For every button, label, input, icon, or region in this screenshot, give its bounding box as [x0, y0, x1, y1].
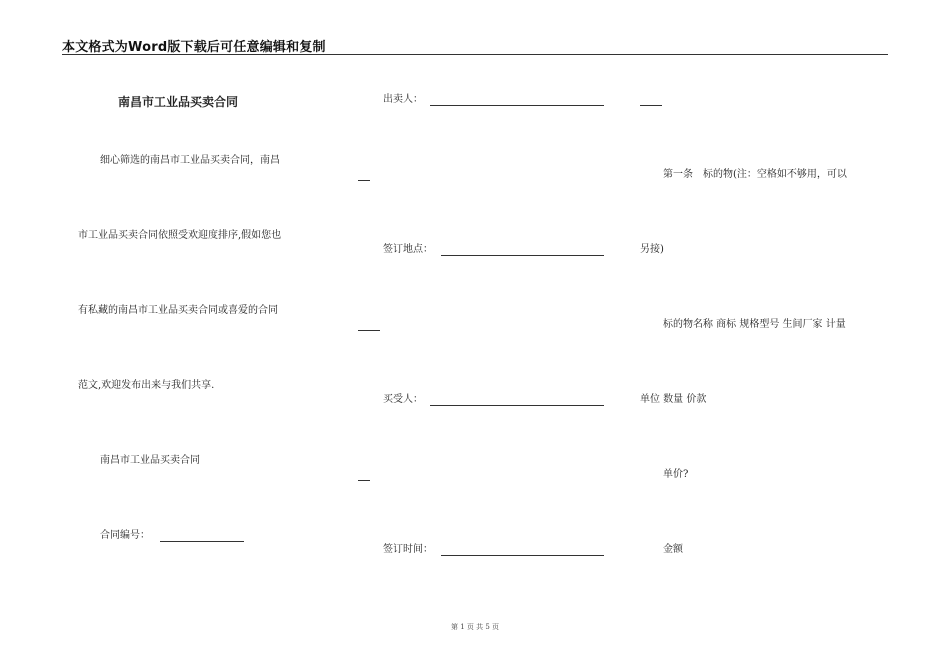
document-header-title: 本文格式为Word版下载后可任意编辑和复制 [62, 40, 326, 55]
table-header-line-2: 单位 数量 价款 [640, 394, 707, 405]
seller-blank [430, 105, 604, 106]
sign-place-blank [441, 255, 604, 256]
seller-label: 出卖人： [383, 94, 423, 105]
buyer-blank-continuation [358, 480, 370, 481]
header-divider [62, 54, 888, 55]
intro-line-4: 范文,欢迎发布出来与我们共享. [78, 380, 215, 391]
amount-label: 金额 [663, 544, 683, 555]
seller-blank-continuation [358, 180, 370, 181]
intro-line-3: 有私藏的南昌市工业品买卖合同或喜爱的合同 [78, 305, 278, 316]
buyer-blank [430, 405, 604, 406]
table-header-line-1: 标的物名称 商标 规格型号 生间厂家 计量 [663, 319, 846, 330]
page-footer: 第 1 页 共 5 页 [450, 623, 500, 631]
contract-subtitle: 南昌市工业品买卖合同 [100, 455, 200, 466]
contract-number-blank [160, 541, 244, 542]
contract-title: 南昌市工业品买卖合同 [118, 95, 239, 109]
sign-time-label: 签订时间： [383, 544, 433, 555]
sign-place-label: 签订地点： [383, 244, 433, 255]
contract-number-label: 合同编号： [100, 530, 150, 541]
article-1-line-1: 第一条 标的物(注：空格如不够用，可以 [663, 169, 847, 180]
sign-time-blank [441, 555, 604, 556]
buyer-label: 买受人： [383, 394, 423, 405]
column3-blank-continuation [640, 105, 662, 106]
unit-price-label: 单价? [663, 469, 689, 480]
intro-line-2: 市工业品买卖合同依照受欢迎度排序,假如您也 [78, 230, 282, 241]
sign-place-blank-continuation [358, 330, 380, 331]
intro-line-1: 细心筛选的南昌市工业品买卖合同，南昌 [100, 155, 280, 166]
article-1-line-2: 另接) [640, 244, 664, 255]
